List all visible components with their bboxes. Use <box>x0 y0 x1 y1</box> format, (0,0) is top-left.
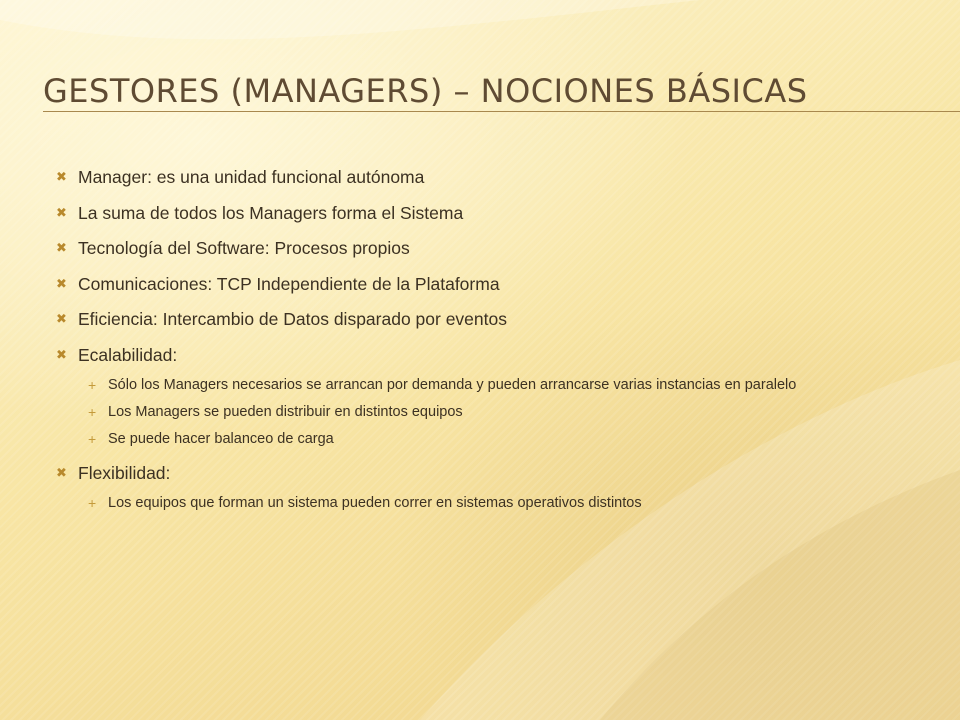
background-swoosh <box>0 0 700 39</box>
x-bullet-icon: ✖ <box>56 275 67 291</box>
sub-bullet-item <box>88 376 916 395</box>
sub-bullet-text: Sólo los Managers necesarios se arrancan por demanda y pueden arrancarse varias instancias en paralelo <box>108 376 797 393</box>
bullet-item <box>56 202 916 224</box>
x-bullet-icon: ✖ <box>56 240 67 255</box>
bullet-text: Manager: es una unidad funcional autónoma <box>78 167 425 187</box>
title-underline <box>43 111 960 112</box>
bullet-item <box>56 344 916 449</box>
sub-bullet-item <box>88 494 916 513</box>
bullet-text: Eficiencia: Intercambio de Datos disparado por eventos <box>78 309 507 329</box>
sub-bullet-text: Los Managers se pueden distribuir en distintos equipos <box>108 403 463 420</box>
bullet-text: Comunicaciones: TCP Independiente de la Plataforma <box>78 273 500 294</box>
bullet-item <box>56 237 916 259</box>
sub-bullet-list <box>88 494 916 513</box>
sub-bullet-text: Se puede hacer balanceo de carga <box>108 430 334 447</box>
bullet-text: Ecalabilidad: <box>78 344 178 365</box>
bullet-text: Flexibilidad: <box>78 463 171 483</box>
plus-bullet-icon: + <box>88 403 97 420</box>
sub-bullet-item <box>88 403 916 422</box>
sub-bullet-item <box>88 430 916 449</box>
plus-bullet-icon: + <box>88 495 97 511</box>
bullet-item <box>56 166 916 188</box>
bullet-text: Tecnología del Software: Procesos propios <box>78 238 410 258</box>
sub-bullet-list <box>88 376 916 449</box>
slide-title: GESTORES (MANAGERS) – NOCIONES BÁSICAS <box>43 72 808 110</box>
x-bullet-icon: ✖ <box>56 169 67 184</box>
x-bullet-icon: ✖ <box>56 346 67 362</box>
bullet-item <box>56 462 916 513</box>
x-bullet-icon: ✖ <box>56 311 67 326</box>
bullet-text: La suma de todos los Managers forma el Sistema <box>78 202 464 223</box>
plus-bullet-icon: + <box>88 430 97 447</box>
bullet-item <box>56 308 916 330</box>
sub-bullet-text: Los equipos que forman un sistema pueden correr en sistemas operativos distintos <box>108 495 642 511</box>
plus-bullet-icon: + <box>88 376 97 393</box>
x-bullet-icon: ✖ <box>56 465 67 480</box>
bullet-item <box>56 273 916 295</box>
bullet-list <box>56 166 916 527</box>
x-bullet-icon: ✖ <box>56 204 67 220</box>
